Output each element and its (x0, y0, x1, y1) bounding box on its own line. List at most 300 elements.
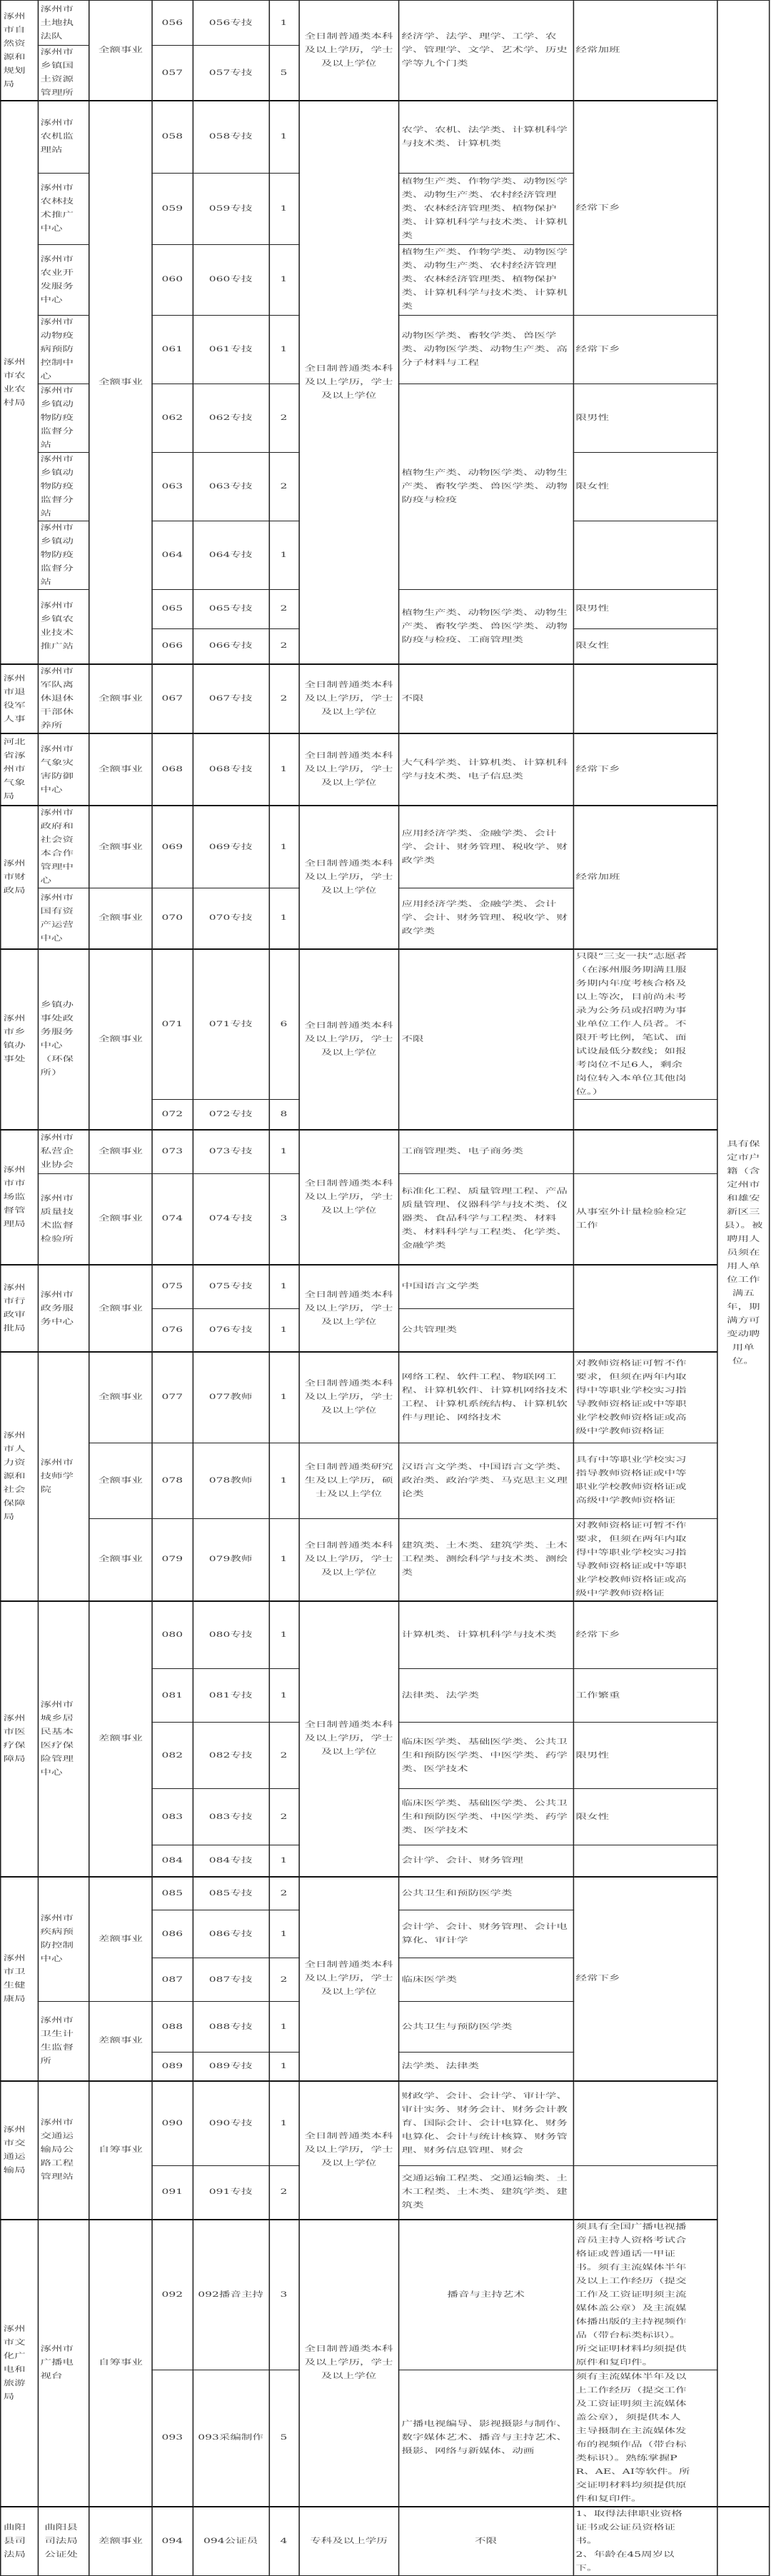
unit-cell (38, 888, 89, 949)
position-code-cell-text: 078 (161, 1476, 183, 1485)
unit-cell-text: 涿州市乡镇农业技术推广站 (40, 602, 74, 651)
funding-type-cell-text: 自筹事业 (98, 2359, 143, 2367)
position-count-cell (269, 1789, 299, 1845)
education-cell (298, 1130, 398, 1265)
position-count-cell (269, 452, 299, 521)
position-count-cell-text: 1 (280, 1856, 288, 1865)
table-row (1, 2220, 770, 2370)
position-code-cell (152, 1845, 193, 1877)
position-code-cell-text: 072 (161, 1110, 183, 1118)
department-cell-text: 涿州市农业农村局 (3, 358, 26, 407)
notes-cell (573, 949, 717, 1100)
table-row (1, 2507, 770, 2576)
notes-cell (573, 1, 717, 101)
unit-cell (38, 949, 89, 1131)
table-row (1, 1601, 770, 1669)
position-title-cell-text: 061专技 (208, 345, 253, 354)
position-count-cell-text: 2 (280, 1975, 288, 1984)
funding-type-cell (89, 806, 152, 888)
unit-cell (38, 2220, 89, 2507)
position-title-cell (193, 521, 269, 589)
education-cell-text: 全日制普通类本科及以上学历，学士及以上学位 (304, 1961, 393, 1996)
position-count-cell-text: 1 (280, 1325, 288, 1334)
unit-cell (38, 1173, 89, 1265)
education-cell (298, 1518, 398, 1601)
position-title-cell-text: 059专技 (208, 204, 253, 213)
unit-cell-text: 涿州市质量技术监督检验所 (40, 1194, 74, 1243)
position-title-cell (193, 101, 269, 173)
unit-cell-text: 涿州市乡镇动物防疫监督分站 (40, 386, 74, 449)
department-cell-text: 涿州市退役军人事 (3, 674, 26, 723)
table-row (1, 1443, 770, 1518)
unit-cell-text: 涿州市疾病预防控制中心 (40, 1915, 74, 1964)
funding-type-cell (89, 1352, 152, 1443)
major-cell (399, 1958, 573, 2002)
department-cell (1, 1601, 38, 1877)
major-cell-text: 汉语言文学类、中国语言文学类、政治类、政治学类、马克思主义理论类 (401, 1463, 568, 1498)
funding-type-cell-text: 全额事业 (98, 914, 143, 923)
table-row (1, 1, 770, 46)
major-cell (399, 1910, 573, 1958)
major-cell-text: 临床医学类、基础医学类、公共卫生和预防医学类、中医学类、药学类、医学技术 (401, 1738, 568, 1773)
department-cell (1, 1130, 38, 1265)
funding-type-cell (89, 1, 152, 101)
notes-cell (573, 2370, 717, 2507)
position-title-cell-text: 069专技 (208, 843, 253, 851)
position-code-cell (152, 452, 193, 521)
department-cell (1, 2507, 38, 2576)
position-title-cell (193, 244, 269, 315)
department-cell (1, 733, 38, 806)
major-cell (399, 1877, 573, 1910)
major-cell-text: 植物生产类、作物学类、动物医学类、动物生产类、农村经济管理类、农林经济管理类、植物保护类、计算机科学与技术类、计算机类 (401, 249, 568, 311)
position-count-cell (269, 1518, 299, 1601)
table-row (1, 806, 770, 888)
position-count-cell (269, 1910, 299, 1958)
major-cell-text: 公共管理类 (401, 1325, 457, 1334)
position-code-cell (152, 315, 193, 384)
position-code-cell (152, 1443, 193, 1518)
unit-cell-text: 乡镇办事处政务服务中心（环保所） (40, 1001, 74, 1078)
position-count-cell (269, 1173, 299, 1265)
position-count-cell-text: 1 (280, 766, 288, 773)
residency-requirement-cell (717, 2507, 770, 2576)
education-cell-text: 全日制普通类研究生及以上学历，硕士及以上学位 (304, 1463, 393, 1498)
department-cell (1, 2081, 38, 2220)
major-cell (399, 315, 573, 384)
position-title-cell (193, 1, 269, 46)
position-title-cell (193, 888, 269, 949)
position-code-cell (152, 2053, 193, 2081)
position-code-cell-text: 060 (161, 276, 183, 284)
education-cell-text: 全日制普通类本科及以上学历，学士及以上学位 (304, 1380, 393, 1415)
funding-type-cell-text: 差额事业 (98, 2037, 143, 2045)
department-cell (1, 949, 38, 1131)
position-code-cell-text: 075 (161, 1283, 183, 1291)
position-title-cell-text: 066专技 (208, 642, 253, 651)
position-count-cell (269, 521, 299, 589)
position-count-cell-text: 2 (280, 1751, 288, 1760)
position-code-cell-text: 068 (161, 766, 183, 773)
major-cell (399, 173, 573, 244)
notes-cell-text: 经常下乡 (575, 345, 620, 354)
funding-type-cell-text: 全额事业 (98, 1304, 143, 1313)
unit-cell-text: 涿州市国有资产运营中心 (40, 893, 74, 943)
notes-cell (573, 1601, 717, 1669)
position-title-cell-text: 060专技 (208, 276, 253, 284)
position-code-cell-text: 061 (161, 345, 183, 354)
unit-cell-text: 涿州市政府和社会资本合作管理中心 (40, 809, 74, 885)
notes-cell (573, 1845, 717, 1877)
notes-cell (573, 2507, 717, 2576)
unit-cell-text: 涿州市交通运输局公路工程管理站 (40, 2119, 74, 2181)
funding-type-cell (89, 2507, 152, 2576)
notes-cell (573, 2166, 717, 2220)
position-title-cell-text: 068专技 (208, 766, 253, 773)
unit-cell (38, 384, 89, 452)
department-cell-text: 涿州市自然资源和规划局 (3, 12, 26, 89)
position-count-cell (269, 1601, 299, 1669)
unit-cell-text: 涿州市军队离休退休干部休养所 (40, 668, 74, 730)
position-code-cell-text: 087 (161, 1975, 183, 1984)
position-count-cell-text: 5 (280, 69, 288, 77)
major-cell (399, 1308, 573, 1352)
position-count-cell-text: 5 (280, 2434, 288, 2442)
funding-type-cell-text: 全额事业 (98, 1035, 143, 1043)
funding-type-cell (89, 2002, 152, 2081)
funding-type-cell-text: 差额事业 (98, 2537, 143, 2545)
position-count-cell (269, 2166, 299, 2220)
position-code-cell-text: 058 (161, 133, 183, 141)
major-cell (399, 949, 573, 1131)
table-row (1, 101, 770, 173)
position-count-cell-text: 1 (280, 1691, 288, 1700)
major-cell (399, 1789, 573, 1845)
major-cell (399, 1265, 573, 1308)
notes-cell (573, 664, 717, 733)
position-code-cell-text: 082 (161, 1751, 183, 1760)
department-cell (1, 101, 38, 664)
major-cell (399, 2081, 573, 2166)
position-title-cell (193, 589, 269, 628)
major-cell (399, 2002, 573, 2053)
position-title-cell-text: 088专技 (208, 2023, 253, 2031)
position-code-cell-text: 073 (161, 1148, 183, 1156)
notes-cell (573, 452, 717, 521)
position-count-cell-text: 1 (280, 1148, 288, 1156)
department-cell-text: 涿州市交通运输局 (3, 2125, 26, 2175)
position-code-cell (152, 589, 193, 628)
position-code-cell (152, 521, 193, 589)
notes-cell (573, 806, 717, 949)
department-cell (1, 1, 38, 101)
position-code-cell-text: 089 (161, 2062, 183, 2070)
major-cell (399, 1723, 573, 1789)
position-title-cell-text: 064专技 (208, 551, 253, 559)
position-code-cell (152, 2220, 193, 2370)
unit-cell (38, 1352, 89, 1601)
position-count-cell (269, 1723, 299, 1789)
position-count-cell-text: 1 (280, 1476, 288, 1485)
table-row (1, 664, 770, 733)
position-count-cell (269, 1352, 299, 1443)
position-code-cell (152, 1352, 193, 1443)
major-cell (399, 1, 573, 101)
position-code-cell (152, 1723, 193, 1789)
notes-cell-text: 经常下乡 (575, 766, 620, 773)
notes-cell (573, 2220, 717, 2370)
position-title-cell-text: 056专技 (208, 19, 253, 27)
position-count-cell-text: 2 (280, 1813, 288, 1821)
position-count-cell (269, 384, 299, 452)
funding-type-cell-text: 差额事业 (98, 1935, 143, 1943)
position-code-cell (152, 2002, 193, 2053)
notes-cell (573, 628, 717, 664)
position-code-cell (152, 1130, 193, 1173)
position-count-cell (269, 1308, 299, 1352)
position-count-cell (269, 1265, 299, 1308)
position-code-cell (152, 1910, 193, 1958)
position-code-cell-text: 066 (161, 642, 183, 651)
major-cell-text: 财政学、会计、会计学、审计学、审计实务、财务会计、财务会计教育、国际会计、会计电算化、财务电算化、会计与统计核算、财务管理、财务信息管理、财会 (401, 2092, 568, 2155)
unit-cell (38, 1265, 89, 1352)
major-cell-text: 会计学、会计、财务管理、会计电算化、审计学 (401, 1923, 568, 1945)
position-code-cell (152, 384, 193, 452)
education-cell-text: 全日制普通类本科及以上学历，学士及以上学位 (304, 1290, 393, 1326)
position-code-cell (152, 1173, 193, 1265)
funding-type-cell (89, 949, 152, 1131)
notes-cell-text: 限男性 (575, 414, 609, 422)
position-title-cell (193, 452, 269, 521)
education-cell (298, 1265, 398, 1352)
education-cell (298, 806, 398, 949)
position-code-cell-text: 077 (161, 1393, 183, 1402)
education-cell-text: 全日制普通类本科及以上学历，学士及以上学位 (304, 1542, 393, 1577)
education-cell-text: 全日制普通类本科及以上学历，学士及以上学位 (304, 859, 393, 895)
position-title-cell (193, 2166, 269, 2220)
department-cell (1, 664, 38, 733)
unit-cell-text: 涿州市私营企业协会 (40, 1134, 74, 1170)
position-title-cell (193, 2507, 269, 2576)
position-code-cell-text: 063 (161, 482, 183, 491)
major-cell-text: 标准化工程、质量管理工程、产品质量管理、仪器科学与技术类、仪器类、食品科学与工程类、材料类、材料科学与工程类、化学类、金融学类 (401, 1188, 568, 1251)
notes-cell (573, 589, 717, 628)
position-title-cell (193, 733, 269, 806)
position-count-cell-text: 1 (280, 133, 288, 141)
major-cell-text: 法学类、法律类 (401, 2062, 479, 2070)
position-code-cell (152, 2166, 193, 2220)
position-count-cell-text: 2 (280, 414, 288, 422)
department-cell-text: 涿州市乡镇办事处 (3, 1015, 26, 1064)
position-title-cell-text: 062专技 (208, 414, 253, 422)
position-code-cell (152, 1789, 193, 1845)
position-code-cell (152, 733, 193, 806)
major-cell (399, 733, 573, 806)
position-count-cell-text: 1 (280, 1930, 288, 1938)
position-code-cell (152, 2370, 193, 2507)
unit-cell-text: 涿州市农林技术推广中心 (40, 184, 74, 233)
major-cell-text: 建筑类、土木类、建筑学类、土木工程类、测绘科学与技术类、测绘类 (401, 1542, 568, 1577)
position-code-cell-text: 081 (161, 1691, 183, 1700)
position-title-cell (193, 46, 269, 101)
residency-requirement-cell-text: 具有保定市户籍（含定州市和雄安新区三县）。被聘用人员须在用人单位工作满五年，期满方可变动聘用单位。 (724, 1141, 763, 1366)
position-title-cell (193, 2370, 269, 2507)
position-count-cell-text: 1 (280, 276, 288, 284)
position-code-cell (152, 1308, 193, 1352)
table-row (1, 1265, 770, 1308)
position-code-cell-text: 093 (161, 2434, 183, 2442)
funding-type-cell-text: 自筹事业 (98, 2146, 143, 2154)
funding-type-cell (89, 1130, 152, 1173)
major-cell-text: 不限 (401, 1035, 424, 1043)
funding-type-cell-text: 全额事业 (98, 1215, 143, 1223)
funding-type-cell-text: 全额事业 (98, 1393, 143, 1402)
major-cell-text: 临床医学类、基础医学类、公共卫生和预防医学类、中医学类、药学类、医学技术 (401, 1799, 568, 1835)
major-cell-text: 临床医学类 (401, 1975, 457, 1984)
notes-cell-text: 限女性 (575, 642, 609, 651)
education-cell (298, 1877, 398, 2081)
education-cell-text: 全日制普通类本科及以上学历，学士及以上学位 (304, 752, 393, 787)
notes-cell (573, 1099, 717, 1130)
position-code-cell-text: 057 (161, 69, 183, 77)
notes-cell-text: 工作繁重 (575, 1691, 620, 1700)
position-count-cell-text: 6 (280, 1020, 288, 1028)
major-cell (399, 664, 573, 733)
position-title-cell (193, 1845, 269, 1877)
notes-cell (573, 521, 717, 589)
position-count-cell (269, 244, 299, 315)
position-title-cell (193, 1099, 269, 1130)
position-count-cell (269, 2220, 299, 2370)
major-cell-text: 大气科学类、计算机类、计算机科学与技术类、电子信息类 (401, 758, 568, 781)
notes-cell (573, 1518, 717, 1601)
major-cell-text: 播音与主持艺术 (447, 2290, 525, 2299)
major-cell-text: 经济学、法学、理学、工学、农学、管理学、文学、艺术学、历史学等九个门类 (401, 33, 568, 68)
position-code-cell-text: 083 (161, 1813, 183, 1821)
position-code-cell-text: 065 (161, 605, 183, 613)
table-row (1, 2081, 770, 2166)
education-cell-text: 全日制普通类本科及以上学历，学士及以上学位 (304, 2133, 393, 2167)
major-cell (399, 2370, 573, 2507)
position-code-cell (152, 664, 193, 733)
position-code-cell (152, 244, 193, 315)
position-code-cell-text: 070 (161, 914, 183, 923)
major-cell-text: 农学、农机、法学类、计算机科学与技术类、计算机类 (401, 126, 568, 148)
unit-cell (38, 173, 89, 244)
position-count-cell-text: 3 (280, 1215, 288, 1223)
unit-cell-text: 涿州市农机监理站 (40, 119, 74, 155)
position-count-cell (269, 2002, 299, 2053)
position-code-cell (152, 1958, 193, 2002)
position-count-cell (269, 101, 299, 173)
education-cell (298, 2220, 398, 2507)
notes-cell-text: 须具有全国广播电视播音员主持人资格考试合格证或普通话一甲证书。须有主流媒体半年及以上工作经历（提交工作及工资证明须主流媒体盖公章）及主流媒体播出版的主持视频作品（带台标类标识）。所交证明材料均须提供原件和复印件。 (575, 2222, 687, 2367)
education-cell (298, 949, 398, 1131)
unit-cell (38, 733, 89, 806)
notes-cell-text: 经常下乡 (575, 1630, 620, 1639)
unit-cell (38, 1601, 89, 1877)
education-cell (298, 664, 398, 733)
notes-cell-text: 限男性 (575, 605, 609, 613)
position-title-cell-text: 082专技 (208, 1751, 253, 1760)
major-cell (399, 1669, 573, 1723)
position-code-cell-text: 088 (161, 2023, 183, 2031)
department-cell-text: 涿州市医疗保障局 (3, 1714, 26, 1763)
position-title-cell-text: 070专技 (208, 914, 253, 923)
major-cell (399, 384, 573, 589)
position-count-cell (269, 1130, 299, 1173)
funding-type-cell-text: 全额事业 (98, 46, 143, 54)
position-code-cell-text: 094 (161, 2537, 183, 2545)
notes-cell-text: 经常下乡 (575, 204, 620, 212)
position-code-cell-text: 080 (161, 1630, 183, 1639)
position-code-cell-text: 069 (161, 843, 183, 851)
major-cell-text: 公共卫生与预防医学类 (401, 2023, 513, 2031)
position-title-cell-text: 079教师 (208, 1555, 253, 1563)
education-cell (298, 1, 398, 101)
notes-cell-text: 限女性 (575, 482, 609, 491)
major-cell (399, 1845, 573, 1877)
position-count-cell-text: 1 (280, 2023, 288, 2031)
position-count-cell (269, 1877, 299, 1910)
position-title-cell-text: 081专技 (208, 1691, 253, 1700)
position-count-cell (269, 1669, 299, 1723)
position-code-cell-text: 091 (161, 2188, 183, 2197)
notes-cell-text: 须有主流媒体半年及以上工作经历（提交工作及工资证明须主流媒体盖公章），须提供本人主导摄制在主流媒体发布的视频作品（带台标类标识）。熟练掌握PR、AE、AI等软件。所交证明材料均须提供原件和复印件。 (575, 2372, 690, 2503)
position-code-cell (152, 806, 193, 888)
education-cell (298, 101, 398, 664)
table-row (1, 1352, 770, 1443)
position-title-cell-text: 067专技 (208, 695, 253, 703)
major-cell (399, 806, 573, 888)
position-code-cell (152, 1, 193, 46)
position-count-cell-text: 4 (280, 2537, 288, 2545)
funding-type-cell (89, 1518, 152, 1601)
funding-type-cell (89, 1443, 152, 1518)
position-count-cell-text: 1 (280, 19, 288, 27)
major-cell (399, 1352, 573, 1443)
position-title-cell (193, 1352, 269, 1443)
position-title-cell-text: 089专技 (208, 2062, 253, 2070)
department-cell (1, 2220, 38, 2507)
position-code-cell (152, 888, 193, 949)
position-title-cell-text: 073专技 (208, 1148, 253, 1156)
table-row (1, 733, 770, 806)
education-cell-text: 全日制普通类本科及以上学历，学士及以上学位 (304, 1180, 393, 1215)
unit-cell (38, 452, 89, 521)
position-code-cell (152, 101, 193, 173)
position-count-cell-text: 2 (280, 1889, 288, 1898)
position-title-cell (193, 384, 269, 452)
funding-type-cell-text: 全额事业 (98, 766, 143, 773)
position-code-cell (152, 1669, 193, 1723)
position-title-cell (193, 315, 269, 384)
funding-type-cell-text: 全额事业 (98, 1476, 143, 1485)
major-cell-text: 不限 (475, 2537, 498, 2545)
position-title-cell (193, 2081, 269, 2166)
notes-cell-text: 经常加班 (575, 873, 620, 881)
education-cell-text: 全日制普通类本科及以上学历，学士及以上学位 (304, 365, 393, 400)
position-count-cell-text: 1 (280, 1630, 288, 1639)
position-title-cell-text: 063专技 (208, 482, 253, 491)
position-title-cell-text: 075专技 (208, 1283, 253, 1291)
funding-type-cell (89, 1265, 152, 1352)
position-title-cell-text: 057专技 (208, 69, 253, 77)
position-code-cell (152, 173, 193, 244)
major-cell-text: 植物生产类、动物医学类、动物生产类、畜牧学类、兽医学类、动物防疫与检疫、工商管理类 (401, 608, 568, 644)
notes-cell (573, 1173, 717, 1265)
funding-type-cell-text: 全额事业 (98, 379, 143, 386)
